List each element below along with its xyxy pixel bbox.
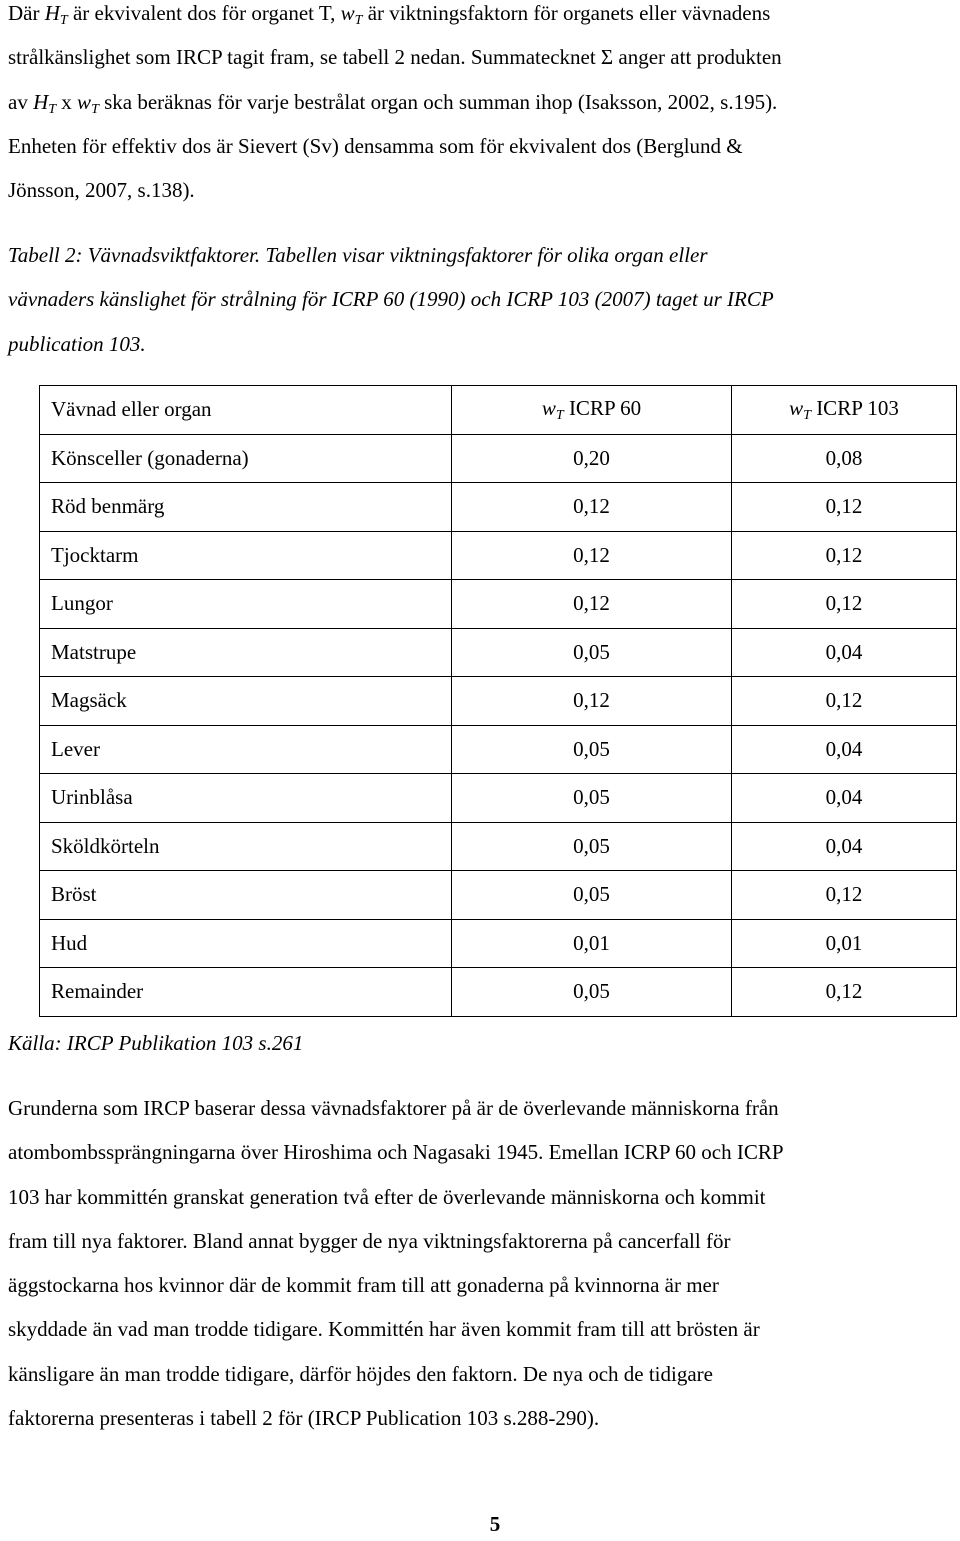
subscript: T <box>555 407 564 423</box>
header-organ: Vävnad eller organ <box>40 386 452 435</box>
header-text: ICRP 103 <box>810 395 899 420</box>
text: ska beräknas för varje bestrålat organ och summan ihop (Isaksson, 2002, s.195). <box>98 89 778 114</box>
symbol-h: H <box>33 89 49 114</box>
organ-cell: Remainder <box>40 968 452 1017</box>
subscript: T <box>354 13 363 28</box>
body-line: äggstockarna hos kvinnor där de kommit fram till att gonaderna på kvinnorna är mer <box>8 1273 719 1298</box>
table-row <box>40 774 957 823</box>
icrp60-cell: 0,05 <box>452 774 732 823</box>
body-line: skyddade än vad man trodde tidigare. Kommittén har även kommit fram till att brösten är <box>8 1317 760 1342</box>
page-number: 5 <box>489 1512 501 1536</box>
organ-cell: Matstrupe <box>40 628 452 677</box>
intro-line-3 <box>8 80 958 124</box>
body-line: atombombssprängningarna över Hiroshima och Nagasaki 1945. Emellan ICRP 60 och ICRP <box>8 1140 784 1165</box>
table-body <box>40 386 957 1017</box>
table-row <box>40 628 957 677</box>
intro-line-2: strålkänslighet som IRCP tagit fram, se tabell 2 nedan. Summatecknet Σ anger att produkten <box>8 45 782 70</box>
table-row <box>40 822 957 871</box>
table-row <box>40 725 957 774</box>
icrp103-cell: 0,08 <box>732 434 957 483</box>
icrp60-cell: 0,01 <box>452 919 732 968</box>
caption-line-1: Tabell 2: Vävnadsviktfaktorer. Tabellen visar viktningsfaktorer för olika organ eller <box>8 243 708 267</box>
organ-cell: Röd benmärg <box>40 483 452 532</box>
table-row <box>40 434 957 483</box>
subscript: T <box>48 101 57 117</box>
icrp103-cell: 0,04 <box>732 822 957 871</box>
body-paragraph <box>8 1086 958 1440</box>
table-caption <box>8 233 774 366</box>
organ-cell: Bröst <box>40 871 452 920</box>
table-row <box>40 919 957 968</box>
body-line: Grunderna som IRCP baserar dessa vävnadsfaktorer på är de överlevande människorna från <box>8 1096 779 1120</box>
organ-cell: Könsceller (gonaderna) <box>40 434 452 483</box>
organ-cell: Magsäck <box>40 677 452 726</box>
text: x <box>56 89 78 114</box>
symbol-w: w <box>541 395 556 420</box>
table-source: Källa: IRCP Publikation 103 s.261 <box>8 1031 304 1055</box>
header-icrp60 <box>452 386 732 435</box>
body-line: känsligare än man trodde tidigare, därför höjdes den faktorn. De nya och de tidigare <box>8 1361 713 1386</box>
icrp60-cell: 0,05 <box>452 822 732 871</box>
caption-line-3: publication 103. <box>8 331 146 356</box>
table-row <box>40 531 957 580</box>
icrp60-cell: 0,05 <box>452 628 732 677</box>
icrp103-cell: 0,12 <box>732 531 957 580</box>
text: Där <box>8 1 45 25</box>
icrp103-cell: 0,12 <box>732 580 957 629</box>
icrp60-cell: 0,12 <box>452 531 732 580</box>
table-row <box>40 871 957 920</box>
table-row <box>40 580 957 629</box>
organ-cell: Hud <box>40 919 452 968</box>
icrp60-cell: 0,05 <box>452 725 732 774</box>
header-icrp103 <box>732 386 957 435</box>
subscript: T <box>59 13 68 28</box>
organ-cell: Tjocktarm <box>40 531 452 580</box>
body-line: faktorerna presenteras i tabell 2 för (IRCP Publication 103 s.288-290). <box>8 1406 600 1431</box>
organ-cell: Urinblåsa <box>40 774 452 823</box>
icrp60-cell: 0,12 <box>452 677 732 726</box>
caption-line-2: vävnaders känslighet för strålning för ICRP 60 (1990) och ICRP 103 (2007) taget ur IRCP <box>8 287 774 312</box>
symbol-w: w <box>789 395 804 420</box>
header-text: ICRP 60 <box>563 395 642 420</box>
icrp103-cell: 0,01 <box>732 919 957 968</box>
icrp103-cell: 0,04 <box>732 628 957 677</box>
icrp60-cell: 0,05 <box>452 871 732 920</box>
icrp103-cell: 0,04 <box>732 725 957 774</box>
intro-line-5: Jönsson, 2007, s.138). <box>8 178 195 203</box>
table-row <box>40 677 957 726</box>
body-line: 103 har kommittén granskat generation två efter de överlevande människorna och kommit <box>8 1184 766 1209</box>
organ-cell: Sköldkörteln <box>40 822 452 871</box>
text: av <box>8 89 34 114</box>
icrp60-cell: 0,12 <box>452 580 732 629</box>
icrp103-cell: 0,04 <box>732 774 957 823</box>
icrp103-cell: 0,12 <box>732 483 957 532</box>
intro-paragraph <box>8 0 958 212</box>
icrp103-cell: 0,12 <box>732 968 957 1017</box>
body-line: fram till nya faktorer. Bland annat bygger de nya viktningsfaktorerna på cancerfall för <box>8 1228 731 1253</box>
intro-line-4: Enheten för effektiv dos är Sievert (Sv) densamma som för ekvivalent dos (Berglund & <box>8 133 743 158</box>
symbol-h: H <box>44 1 60 25</box>
symbol-w: w <box>77 89 92 114</box>
symbol-w: w <box>340 1 355 25</box>
subscript: T <box>91 101 99 117</box>
text: är ekvivalent dos för organet T, <box>67 1 341 25</box>
subscript: T <box>803 407 811 423</box>
icrp60-cell: 0,20 <box>452 434 732 483</box>
table-row <box>40 968 957 1017</box>
organ-cell: Lever <box>40 725 452 774</box>
table-header-row <box>40 386 957 435</box>
icrp103-cell: 0,12 <box>732 677 957 726</box>
table-row <box>40 483 957 532</box>
intro-line-1 <box>8 0 958 35</box>
text: är viktningsfaktorn för organets eller vävnadens <box>362 1 771 25</box>
tissue-weighting-table <box>39 385 957 1017</box>
icrp103-cell: 0,12 <box>732 871 957 920</box>
organ-cell: Lungor <box>40 580 452 629</box>
icrp60-cell: 0,05 <box>452 968 732 1017</box>
icrp60-cell: 0,12 <box>452 483 732 532</box>
